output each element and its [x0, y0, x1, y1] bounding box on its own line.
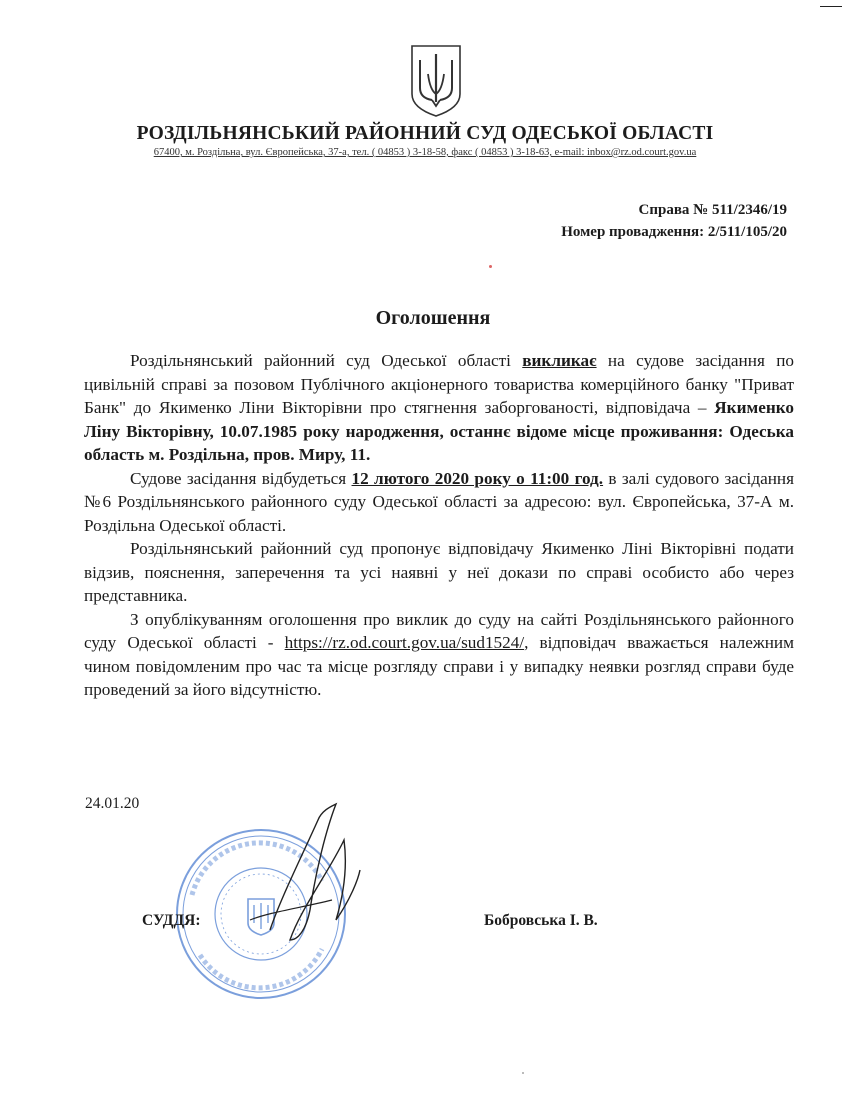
paragraph-text: З опублікуванням оголошення про виклик до суду на сайті Роздільнянського районного суду Одеської області -	[84, 609, 794, 652]
paragraph-text: Судове засідання відбудеться	[130, 468, 352, 488]
paragraph-publication	[84, 608, 794, 702]
proceeding-number: Номер провадження: 2/511/105/20	[561, 224, 787, 240]
case-number: Справа № 511/2346/19	[638, 202, 787, 218]
paragraph-text: в залі судового засідання №6 Роздільнянського районного суду Одеської області за адресою: вул. Європейська, 37-А м. Роздільна Одеської області.	[84, 468, 794, 535]
paragraph-text: Роздільнянський районний суд Одеської області	[130, 351, 523, 370]
court-website-link[interactable]: https://rz.od.court.gov.ua/sud1524/	[284, 633, 525, 652]
judge-label: СУДДЯ:	[142, 912, 201, 929]
judge-signature-icon	[240, 800, 370, 960]
paragraph-text: , відповідач вважається належним чином повідомленим про час та місце розгляду справи і у випадку неявки розгляд справи буде проведений за його відсутністю.	[84, 633, 794, 699]
hearing-date: 12 лютого 2020 року о 11:00 год.	[351, 468, 604, 488]
court-name: РОЗДІЛЬНЯНСЬКИЙ РАЙОННИЙ СУД ОДЕСЬКОЇ ОБЛАСТІ	[136, 123, 714, 144]
announcement-body	[84, 349, 794, 702]
court-address: 67400, м. Роздільна, вул. Європейська, 37-а, тел. ( 04853 ) 3-18-58, факс ( 04853 ) 3-18-63, e-mail: inbox@rz.od.court.gov.ua	[153, 147, 697, 158]
page-speck	[522, 1072, 524, 1074]
paragraph-hearing	[84, 467, 794, 538]
document-title: Оголошення	[375, 307, 491, 329]
paragraph-text: на судове засідання по цивільній справі за позовом Публічного акціонерного товариства комерційного банку "Приват Банк" до Якименко Ліни Вікторівни про стягнення заборгованості, відповідача –	[84, 351, 795, 417]
judge-name: Бобровська І. В.	[484, 912, 598, 929]
summons-keyword: викликає	[522, 351, 597, 370]
paragraph-response: Роздільнянський районний суд пропонує відповідачу Якименко Ліні Вікторівні подати відзив, пояснення, заперечення та усі наявні у неї докази по справі особисто або через представника.	[84, 539, 794, 605]
document-date: 24.01.20	[85, 795, 140, 812]
trident-emblem-icon	[410, 44, 462, 118]
paragraph-summons	[84, 349, 794, 467]
red-dot-mark	[489, 265, 492, 268]
top-edge-mark	[820, 6, 842, 7]
defendant-details: Якименко Ліну Вікторівну, 10.07.1985 року народження, останнє відоме місце проживання: Одеська область м. Роздільна, пров. Миру, 11.	[84, 398, 794, 464]
